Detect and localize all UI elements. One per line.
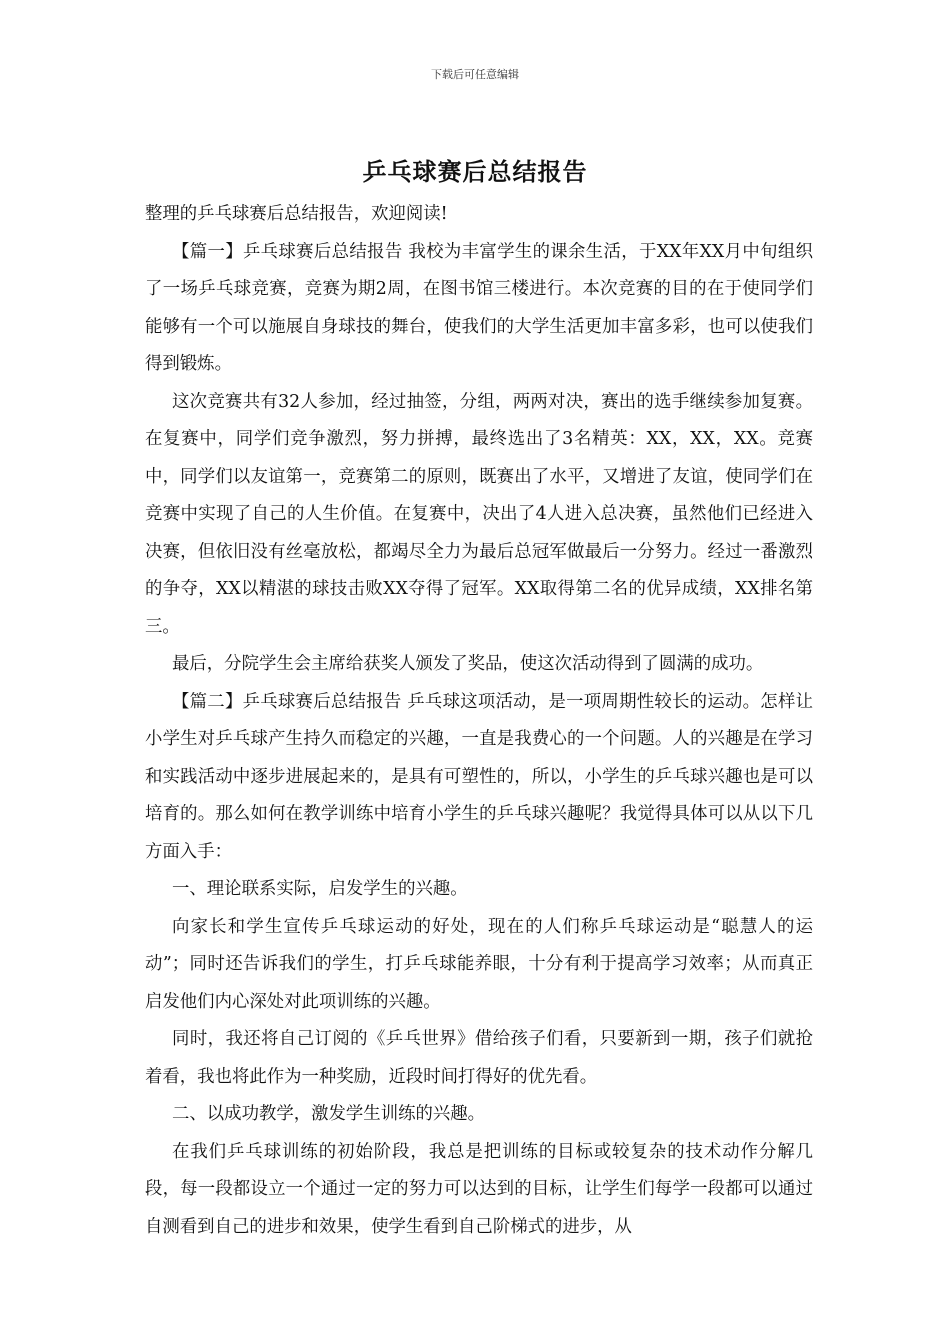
paragraph: 最后，分院学生会主席给获奖人颁发了奖品，使这次活动得到了圆满的成功。 bbox=[172, 654, 764, 674]
paragraph: 在我们乒乓球训练的初始阶段，我总是把训练的目标或较复杂的技术动作分解几段，每一段都设立一个通过一定的努力可以达到的目标，让学生们每学一段都可以通过自测看到自己的进步和效果，使学生看到自己阶梯式的进步，从 bbox=[145, 1141, 813, 1237]
document-title: 乒乓球赛后总结报告 bbox=[362, 157, 588, 186]
page-header-note: 下载后可任意编辑 bbox=[431, 68, 519, 81]
paragraph: 这次竞赛共有32人参加，经过抽签，分组，两两对决，赛出的选手继续参加复赛。在复赛中，同学们竞争激烈，努力拼搏，最终选出了3名精英：XX，XX，XX。竞赛中，同学们以友谊第一，竞赛第二的原则，既赛出了水平，又增进了友谊，使同学们在竞赛中实现了自己的人生价值。在复赛中，决出了4人进入总决赛，虽然他们已经进入决赛，但依旧没有丝毫放松，都竭尽全力为最后总冠军做最后一分努力。经过一番激烈的争夺，XX以精湛的球技击败XX夺得了冠军。XX取得第二名的优异成绩，XX排名第三。 bbox=[145, 391, 813, 637]
document-body bbox=[145, 196, 813, 1246]
paragraph: 向家长和学生宣传乒乓球运动的好处，现在的人们称乒乓球运动是“聪慧人的运动”；同时还告诉我们的学生，打乒乓球能养眼，十分有利于提高学习效率；从而真正启发他们内心深处对此项训练的兴趣。 bbox=[145, 916, 813, 1012]
paragraph: 同时，我还将自己订阅的《乒乓世界》借给孩子们看，只要新到一期，孩子们就抢着看，我也将此作为一种奖励，近段时间打得好的优先看。 bbox=[145, 1029, 813, 1087]
paragraph: 整理的乒乓球赛后总结报告，欢迎阅读! bbox=[145, 204, 448, 224]
section-heading: 一、理论联系实际，启发学生的兴趣。 bbox=[172, 879, 468, 899]
paragraph: 【篇二】乒乓球赛后总结报告 乒乓球这项活动，是一项周期性较长的运动。怎样让小学生对乒乓球产生持久而稳定的兴趣，一直是我费心的一个问题。人的兴趣是在学习和实践活动中逐步进展起来的，是具有可塑性的，所以，小学生的乒乓球兴趣也是可以培育的。那么如何在教学训练中培育小学生的乒乓球兴趣呢？我觉得具体可以从以下几方面入手： bbox=[145, 691, 813, 862]
paragraph: 【篇一】乒乓球赛后总结报告 我校为丰富学生的课余生活，于XX年XX月中旬组织了一场乒乓球竞赛，竞赛为期2周，在图书馆三楼进行。本次竞赛的目的在于使同学们能够有一个可以施展自身球技的舞台，使我们的大学生活更加丰富多彩，也可以使我们得到锻炼。 bbox=[145, 241, 813, 374]
section-heading: 二、以成功教学，激发学生训练的兴趣。 bbox=[172, 1104, 486, 1124]
